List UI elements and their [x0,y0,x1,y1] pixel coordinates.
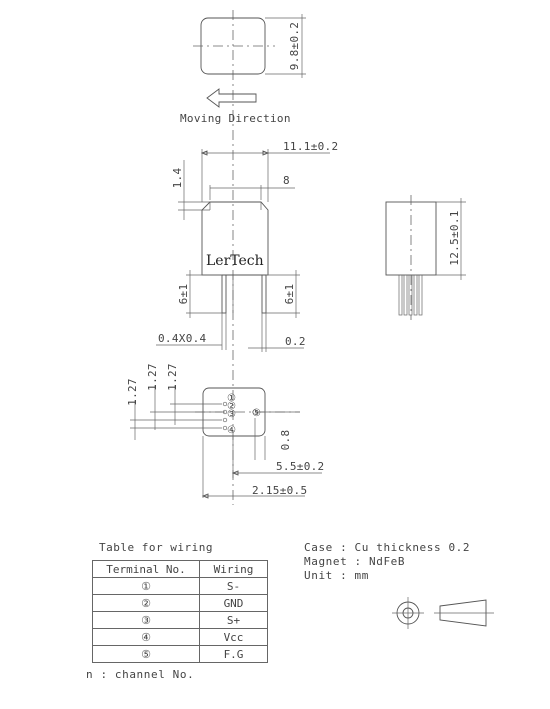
bottom-terminal-2: ② [227,401,236,412]
pin-length-right-dim: 6±1 [283,283,296,305]
note-unit: Unit : mm [304,569,370,582]
terminal-cell: ④ [93,629,200,646]
wiring-cell: Vcc [200,629,268,646]
table-row [93,629,268,646]
note-case: Case : Cu thickness 0.2 [304,541,471,554]
bottom-terminal-1: ① [227,393,236,404]
pin-section-dim: 0.4X0.4 [158,332,207,345]
wiring-cell: S- [200,578,268,595]
bottom-terminal-4: ④ [227,425,236,436]
terminal-cell: ② [93,595,200,612]
table-row [93,646,268,663]
bottom-offset-dim: 2.15±0.5 [252,484,308,497]
bottom-width-dim: 5.5±0.2 [276,460,325,473]
front-tab-height-dim: 1.4 [171,167,184,189]
table-header-row [93,561,268,578]
front-width-dim: 11.1±0.2 [283,140,339,153]
pitch-dim-3: 1.27 [166,363,179,391]
table-row [93,578,268,595]
pin-offset-dim: 0.2 [285,335,306,348]
brand-label: LerTech [206,253,264,269]
bottom-depth-dim: 0.8 [279,429,292,451]
bottom-terminal-5: ⑤ [252,408,261,419]
table-footnote: n : channel No. [86,668,195,681]
side-height-dim: 12.5±0.1 [448,210,461,266]
pin-length-left-dim: 6±1 [177,283,190,305]
wiring-cell: F.G [200,646,268,663]
wiring-table [92,560,268,663]
wiring-table-title: Table for wiring [99,541,213,554]
table-row [93,595,268,612]
bottom-terminal-3: ③ [227,409,236,420]
top-view [193,14,306,78]
front-tab-width-dim: 8 [283,174,290,187]
pitch-dim-1: 1.27 [126,378,139,406]
terminal-cell: ⑤ [93,646,200,663]
header-terminal: Terminal No. [93,561,200,578]
moving-direction-arrow [207,89,256,107]
table-row [93,612,268,629]
pitch-dim-2: 1.27 [146,363,159,391]
projection-symbol [392,597,494,629]
top-height-dim: 9.8±0.2 [288,21,301,71]
moving-direction-label: Moving Direction [180,112,291,125]
note-magnet: Magnet : NdFeB [304,555,406,568]
header-wiring: Wiring [200,561,268,578]
wiring-cell: GND [200,595,268,612]
terminal-cell: ① [93,578,200,595]
terminal-cell: ③ [93,612,200,629]
bottom-view [130,385,325,498]
wiring-cell: S+ [200,612,268,629]
